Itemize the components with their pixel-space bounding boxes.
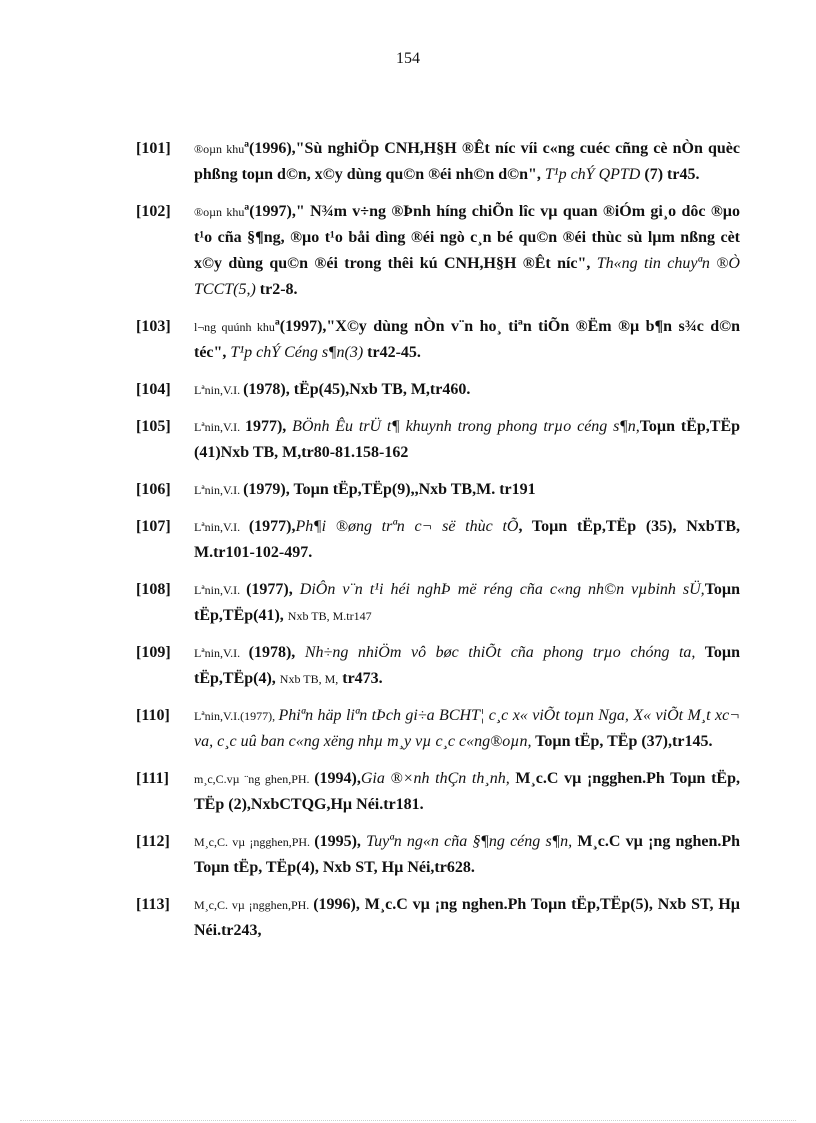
reference-title: Tuyªn ng«n cña §¶ng céng s¶n, — [366, 833, 573, 850]
reference-number: [102] — [136, 203, 171, 220]
reference-number: [107] — [136, 518, 171, 535]
reference-title: Gia ®×nh thÇn th¸nh, — [360, 770, 510, 787]
reference-number: [112] — [136, 833, 170, 850]
reference-title: T¹p chÝ Céng s¶n(3) — [230, 344, 364, 361]
reference-detail: (1977), — [246, 581, 300, 598]
reference-title: Th«ng tin chuyªn ®Ò TCCT(5,) — [194, 255, 740, 298]
reference-detail: 1977), — [244, 418, 293, 435]
reference-title: T¹p chÝ QPTD — [544, 166, 641, 183]
page-bottom-rule — [20, 1120, 796, 1121]
reference-author: M¸c,C. vµ ¡ngghen,PH. — [194, 835, 315, 849]
reference-text — [194, 577, 740, 629]
reference-item — [136, 314, 740, 366]
reference-text — [194, 136, 740, 188]
reference-author: Lªnin,V.I. — [194, 646, 249, 660]
reference-detail: Toµn tËp,TËp (41)Nxb TB, M,tr80-81.158-162 — [194, 418, 741, 461]
reference-number: [109] — [136, 644, 171, 661]
reference-item — [136, 414, 740, 466]
reference-text — [194, 477, 740, 503]
reference-detail: (1978), — [248, 644, 305, 661]
reference-detail: tr42-45. — [363, 344, 421, 361]
reference-detail: (1995), — [314, 833, 367, 850]
reference-text — [194, 414, 740, 466]
reference-detail: tr2-8. — [255, 281, 298, 298]
reference-text — [194, 766, 740, 818]
reference-detail: M¸c.C vµ ¡ngghen.Ph Toµn tËp, TËp (2),NxbCTQG,Hµ Néi.tr181. — [194, 770, 740, 813]
reference-detail: ª(1997),"X©y dùng nÒn v¨n ho¸ tiªn tiÕn ®Ëm ®µ b¶n s¾c d©n téc", — [194, 318, 740, 361]
reference-item — [136, 829, 740, 881]
reference-author: Lªnin,V.I. — [194, 483, 244, 497]
reference-text — [194, 199, 740, 303]
reference-text — [194, 703, 740, 755]
reference-item — [136, 892, 740, 944]
reference-detail: (1994), — [314, 770, 361, 787]
reference-number: [108] — [136, 581, 171, 598]
reference-author: Lªnin,V.I. — [194, 383, 244, 397]
reference-detail: tr473. — [338, 670, 383, 687]
page-number: 154 — [396, 50, 420, 67]
reference-author: Nxb TB, M, — [279, 672, 339, 686]
reference-list — [136, 136, 740, 955]
reference-detail: Toµn tËp,TËp(4), — [194, 644, 741, 687]
reference-detail: ª(1996),"Sù nghiÖp CNH,H§H ®Êt níc víi c«ng cuéc cñng cè nÒn quèc phßng toµn d©n, x©y dùng qu©n ®éi nh©n d©n", — [194, 140, 741, 183]
reference-number: [101] — [136, 140, 171, 157]
reference-number: [105] — [136, 418, 171, 435]
reference-text — [194, 314, 740, 366]
reference-author: M¸c,C. vµ ¡ngghen,PH. — [194, 898, 314, 912]
reference-detail: (1979), Toµn tËp,TËp(9),,Nxb TB,M. tr191 — [243, 481, 536, 498]
reference-item — [136, 477, 740, 503]
reference-text — [194, 892, 740, 944]
reference-detail: (1978), tËp(45),Nxb TB, M,tr460. — [243, 381, 471, 398]
reference-title: DiÔn v¨n t¹i héi nghÞ më réng cña c«ng nh©n vµbinh sÜ, — [299, 581, 705, 598]
reference-number: [106] — [136, 481, 171, 498]
reference-text — [194, 377, 740, 403]
reference-detail: M¸c.C vµ ¡ng nghen.Ph Toµn tËp, TËp(4), Nxb ST, Hµ Néi,tr628. — [194, 833, 741, 876]
reference-title: Phiªn häp liªn tÞch gi÷a BCHT¦ c¸c x« viÕt toµn Nga, X« viÕt M¸t xc¬ va, c¸c uû ban c«ng xëng nhµ m¸y vµ c¸c c«ng®oµn, — [194, 707, 740, 750]
reference-item — [136, 136, 740, 188]
reference-number: [103] — [136, 318, 171, 335]
reference-number: [104] — [136, 381, 171, 398]
reference-title: Nh÷ng nhiÖm vô bøc thiÕt cña phong trµo chóng ta, — [304, 644, 696, 661]
reference-text — [194, 514, 740, 566]
reference-number: [113] — [136, 896, 170, 913]
reference-text — [194, 829, 740, 881]
reference-item — [136, 514, 740, 566]
reference-text — [194, 640, 740, 692]
reference-number: [111] — [136, 770, 169, 787]
reference-title: Ph¶i ®øng trªn c¬ së thùc tÕ — [295, 518, 519, 535]
reference-item — [136, 640, 740, 692]
reference-detail: ª(1997)," N¾m v÷ng ®Þnh híng chiÕn lîc vµ quan ®iÓm gi¸o dôc ®µo t¹o cña §¶ng, ®µo t¹o båi dìng ®éi ngò c¸n bé qu©n ®éi thùc sù lµm nßng cèt x©y dùng qu©n ®éi trong thêi kú CNH,H§H ®Êt níc", — [194, 203, 741, 272]
reference-detail: Toµn tËp,TËp(41), — [194, 581, 741, 624]
reference-author: l¬ng quúnh khu — [194, 320, 275, 334]
reference-item — [136, 577, 740, 629]
reference-detail: (1996), M¸c.C vµ ¡ng nghen.Ph Toµn tËp,TËp(5), Nxb ST, Hµ Néi.tr243, — [194, 896, 741, 939]
reference-author: Lªnin,V.I. — [194, 420, 245, 434]
reference-item — [136, 199, 740, 303]
reference-author: m¸c,C.vµ ¨ng ghen,PH. — [194, 772, 315, 786]
reference-author: Lªnin,V.I.(1977), — [194, 709, 279, 723]
reference-detail: (7) tr45. — [640, 166, 700, 183]
reference-author: Lªnin,V.I. — [194, 520, 249, 534]
reference-item — [136, 703, 740, 755]
reference-author: ®oµn khu — [194, 205, 245, 219]
reference-item — [136, 377, 740, 403]
reference-author: Lªnin,V.I. — [194, 583, 247, 597]
reference-author: Nxb TB, M.tr147 — [287, 609, 372, 623]
reference-number: [110] — [136, 707, 170, 724]
reference-item — [136, 766, 740, 818]
reference-title: BÖnh Êu trÜ t¶ khuynh trong phong trµo céng s¶n, — [292, 418, 640, 435]
reference-author: ®oµn khu — [194, 142, 245, 156]
reference-detail: , Toµn tËp,TËp (35), NxbTB, M.tr101-102-497. — [194, 518, 741, 561]
reference-detail: (1977), — [248, 518, 296, 535]
reference-detail: Toµn tËp, TËp (37),tr145. — [531, 733, 713, 750]
